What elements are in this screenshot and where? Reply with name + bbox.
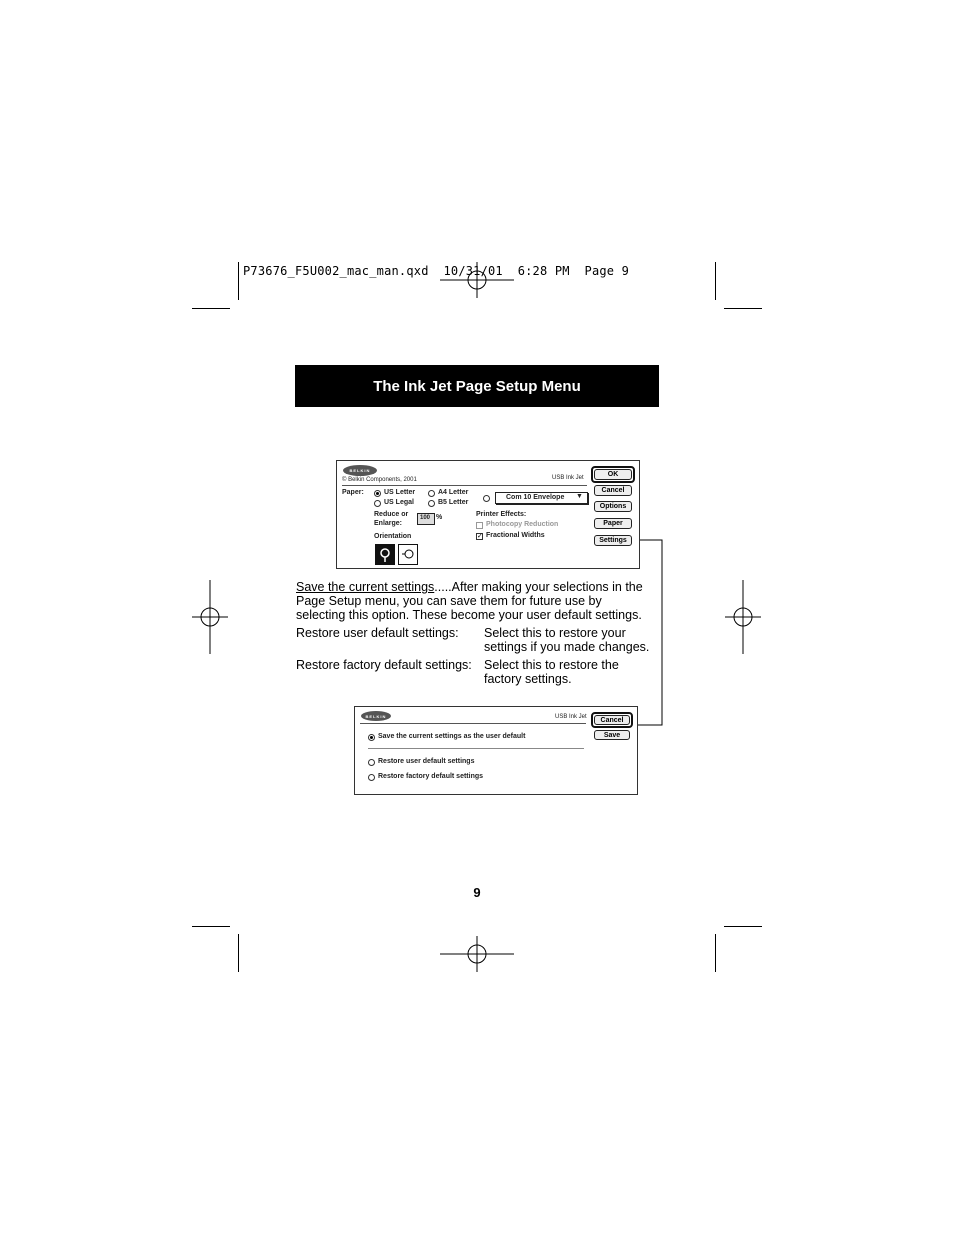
us-legal-label: US Legal xyxy=(384,499,414,506)
envelope-value: Com 10 Envelope xyxy=(506,494,565,501)
restore-factory-term: Restore factory default settings: xyxy=(296,658,472,672)
chevron-down-icon: ▼ xyxy=(576,493,583,500)
save-button[interactable]: Save xyxy=(594,730,630,740)
ok-button[interactable]: OK xyxy=(594,469,632,480)
scale-input[interactable] xyxy=(417,513,435,525)
photocopy-label: Photocopy Reduction xyxy=(486,521,559,528)
scale-value: 100 xyxy=(420,515,431,521)
divider xyxy=(368,748,584,749)
envelope-select[interactable] xyxy=(495,492,588,504)
settings-dialog xyxy=(354,706,638,795)
radio-a4-letter[interactable] xyxy=(428,490,435,497)
radio-us-letter[interactable] xyxy=(374,490,381,497)
file-slug: P73676_F5U002_mac_man.qxd 10/31/01 6:28 PM Page 9 xyxy=(243,264,630,278)
copyright-text: © Belkin Components, 2001 xyxy=(342,477,417,483)
radio-us-legal[interactable] xyxy=(374,500,381,507)
page-number: 9 xyxy=(473,885,481,900)
orientation-label: Orientation xyxy=(374,533,412,540)
fractional-label: Fractional Widths xyxy=(486,532,545,539)
b5-letter-label: B5 Letter xyxy=(438,499,469,506)
cancel-button[interactable]: Cancel xyxy=(594,485,632,496)
a4-letter-label: A4 Letter xyxy=(438,489,469,496)
radio-envelope[interactable] xyxy=(483,495,490,502)
section-banner xyxy=(295,365,659,407)
restore-factory-description: Select this to restore the factory settings. xyxy=(484,658,619,686)
scale-unit: % xyxy=(436,514,443,521)
printer-effects-label: Printer Effects: xyxy=(476,511,527,518)
radio-restore-user[interactable] xyxy=(368,759,375,766)
restore-factory-option: Restore factory default settings xyxy=(378,773,484,780)
restore-user-option: Restore user default settings xyxy=(378,758,475,765)
cancel-button[interactable]: Cancel xyxy=(594,715,630,725)
divider xyxy=(342,485,587,486)
page-setup-dialog xyxy=(336,460,640,569)
save-settings-option: Save the current settings as the user default xyxy=(378,733,526,740)
radio-b5-letter[interactable] xyxy=(428,500,435,507)
photocopy-checkbox[interactable] xyxy=(476,522,483,529)
landscape-orientation-icon[interactable] xyxy=(398,544,418,565)
paper-label: Paper: xyxy=(342,489,364,496)
portrait-orientation-icon[interactable] xyxy=(375,544,395,565)
us-letter-label: US Letter xyxy=(384,489,416,496)
printer-name: USB Ink Jet xyxy=(552,475,584,481)
save-settings-description: Save the current settings.....After making your selections in the Page Setup menu, you can save them for future use by selecting this option. These become your user default settings. xyxy=(296,580,643,622)
paper-button[interactable]: Paper xyxy=(594,518,632,529)
radio-restore-factory[interactable] xyxy=(368,774,375,781)
divider xyxy=(360,723,586,724)
settings-button[interactable]: Settings xyxy=(594,535,632,546)
enlarge-label: Enlarge: xyxy=(374,520,403,527)
belkin-logo: BELKIN xyxy=(343,465,377,476)
reduce-label: Reduce or xyxy=(374,511,409,518)
restore-user-term: Restore user default settings: xyxy=(296,626,459,640)
restore-user-description: Select this to restore your settings if you made changes. xyxy=(484,626,650,654)
fractional-checkbox[interactable]: ✓ xyxy=(477,532,483,540)
section-title: The Ink Jet Page Setup Menu xyxy=(373,377,581,395)
save-settings-term: Save the current settings xyxy=(296,580,435,594)
options-button[interactable]: Options xyxy=(594,501,632,512)
printer-name: USB Ink Jet xyxy=(555,714,587,720)
belkin-logo: BELKIN xyxy=(361,711,391,721)
radio-save-settings[interactable] xyxy=(368,734,375,741)
